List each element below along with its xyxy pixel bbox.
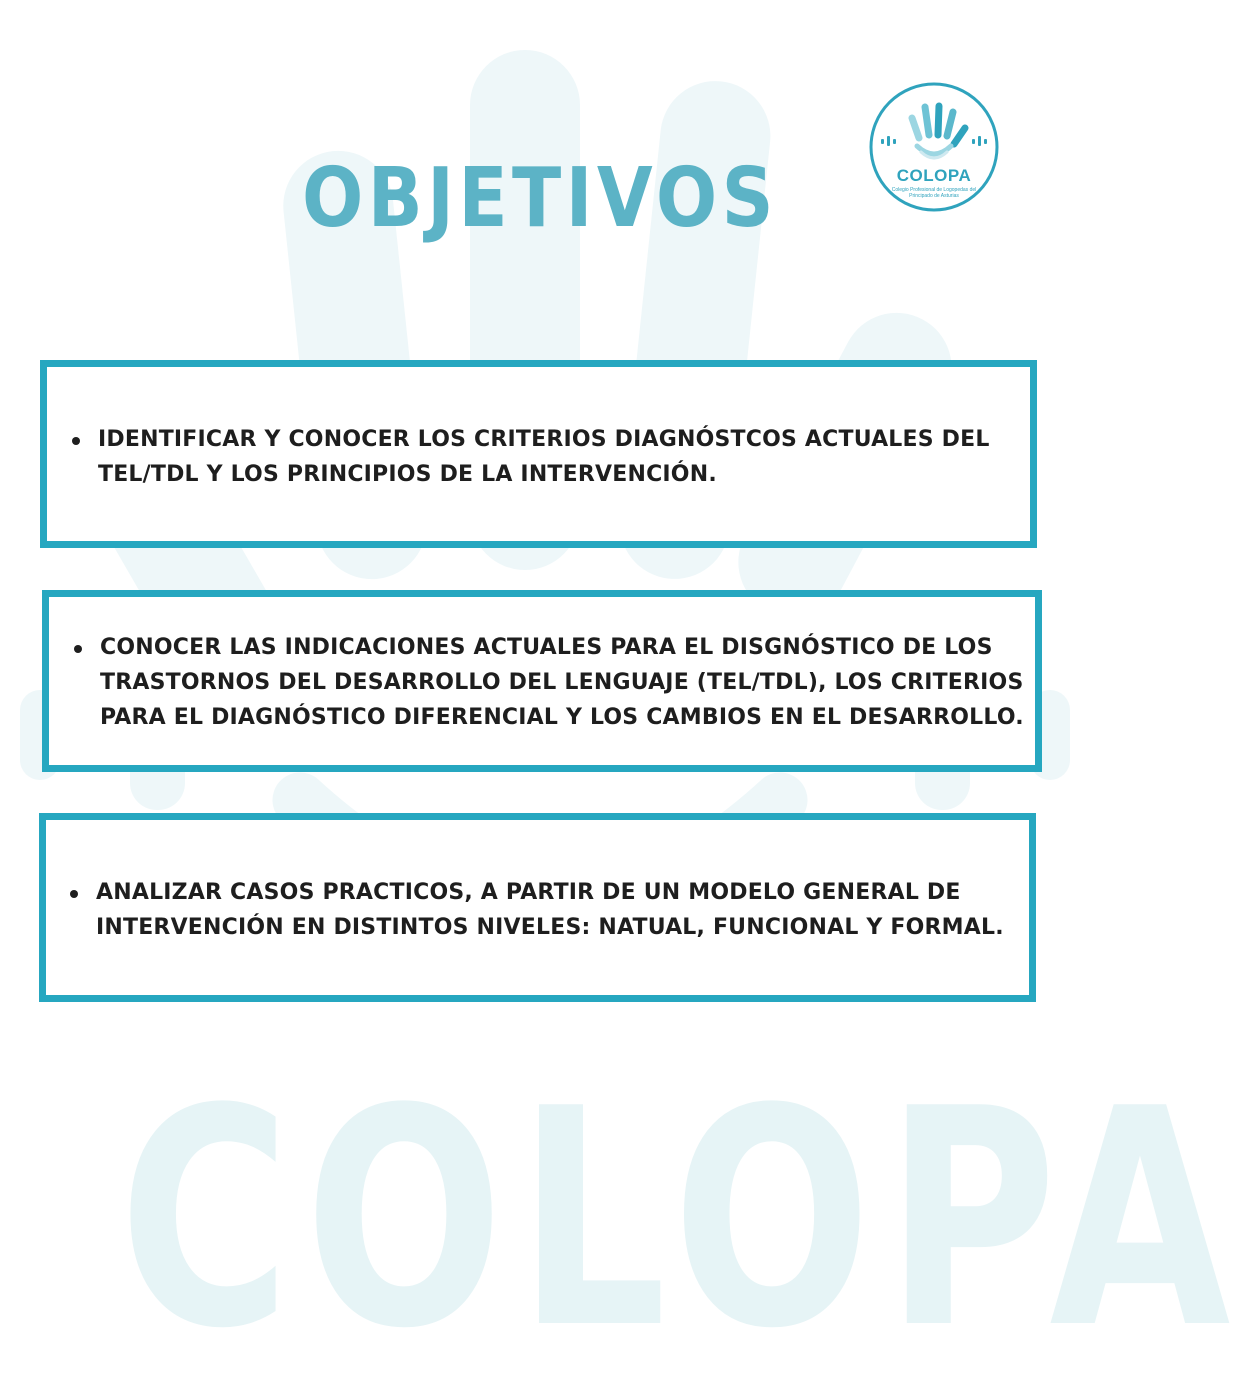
- objective-text: IDENTIFICAR Y CONOCER LOS CRITERIOS DIAGNÓSTCOS ACTUALES DEL TEL/TDL Y LOS PRINCIPIOS DE LA INTERVENCIÓN.: [98, 427, 990, 487]
- bullet-icon: [70, 890, 78, 898]
- objective-item: [100, 630, 1035, 735]
- objective-item: [98, 422, 998, 492]
- bullet-icon: [74, 645, 82, 653]
- bullet-icon: [72, 437, 80, 445]
- objective-card-1: [40, 360, 1037, 548]
- objective-text: CONOCER LAS INDICACIONES ACTUALES PARA EL DISGNÓSTICO DE LOS TRASTORNOS DEL DESARROLLO DEL LENGUAJE (TEL/TDL), LOS CRITERIOS PARA EL DIAGNÓSTICO DIFERENCIAL Y LOS CAMBIOS EN EL DESARROLLO.: [100, 635, 1024, 730]
- page-title: OBJETIVOS: [301, 151, 779, 246]
- objective-item: [96, 875, 1016, 945]
- objective-list: [98, 422, 998, 492]
- objective-card-3: [39, 813, 1036, 1002]
- objective-text: ANALIZAR CASOS PRACTICOS, A PARTIR DE UN MODELO GENERAL DE INTERVENCIÓN EN DISTINTOS NIVELES: NATUAL, FUNCIONAL Y FORMAL.: [96, 880, 1004, 940]
- logo-subtitle: Colegio Profesional de Logopedas del Principado de Asturias: [891, 187, 977, 199]
- objective-list: [100, 630, 1035, 735]
- logo-name: COLOPA: [896, 166, 972, 185]
- objective-list: [96, 875, 1016, 945]
- watermark-text: COLOPA: [118, 1045, 1245, 1394]
- objective-card-2: [42, 590, 1042, 772]
